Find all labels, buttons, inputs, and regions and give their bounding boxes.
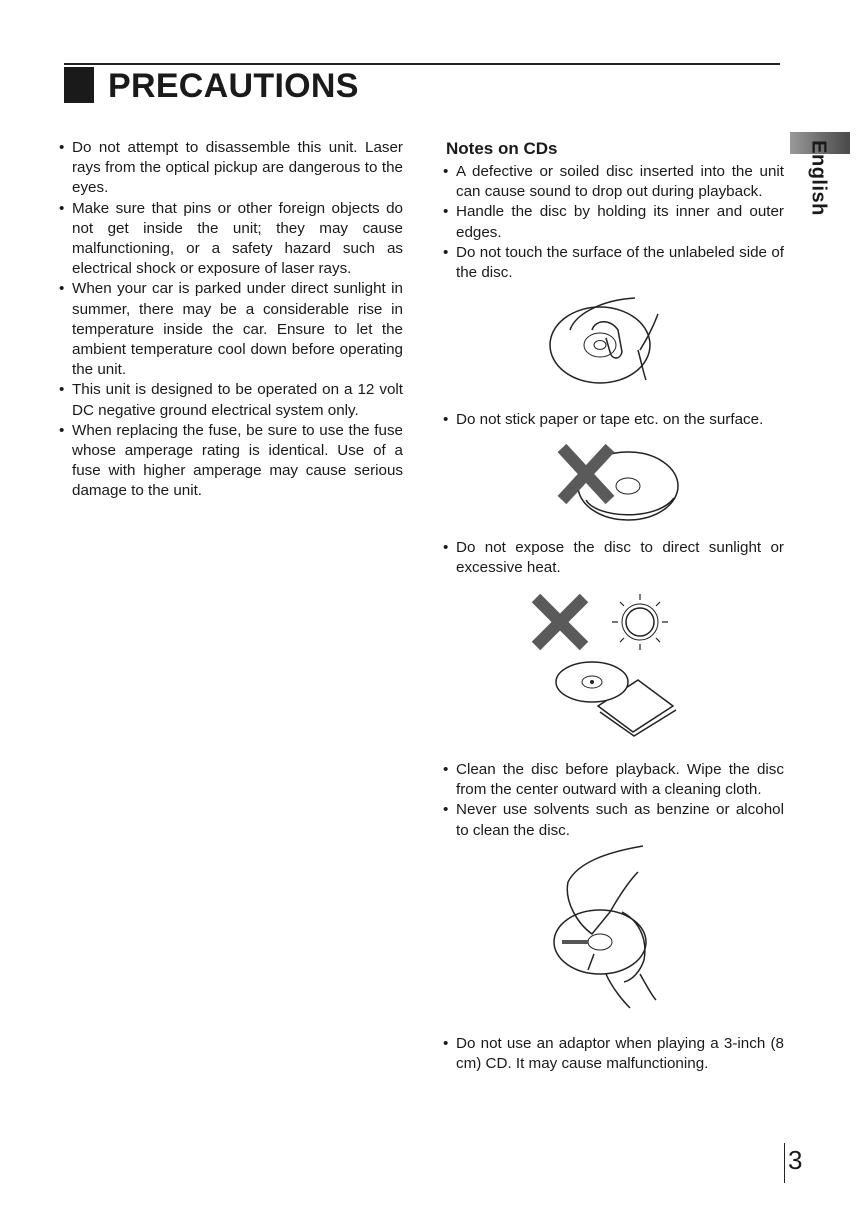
disc-tape-figure xyxy=(556,438,686,528)
precautions-list xyxy=(58,138,403,502)
notes-group-2 xyxy=(442,410,784,430)
disc-handling-figure xyxy=(540,290,680,400)
list-item: • Do not stick paper or tape etc. on the surface. xyxy=(442,410,784,430)
list-item: • Make sure that pins or other foreign objects do not get inside the unit; they may cause malfunctioning, or a safety hazard such as electrical shock or exposure of laser rays. xyxy=(58,199,403,280)
language-label: English xyxy=(807,140,830,216)
sunlight-heat-figure xyxy=(528,588,698,738)
list-item: • Do not touch the surface of the unlabeled side of the disc. xyxy=(442,243,784,283)
list-item: • When replacing the fuse, be sure to use the fuse whose amperage rating is identical. Use of a fuse with higher amperage may cause serious damage to the unit. xyxy=(58,421,403,502)
list-item: • This unit is designed to be operated on a 12 volt DC negative ground electrical system only. xyxy=(58,380,403,420)
list-item: • Do not use an adaptor when playing a 3-inch (8 cm) CD. It may cause malfunctioning. xyxy=(442,1034,784,1074)
list-item: • Do not expose the disc to direct sunlight or excessive heat. xyxy=(442,538,784,578)
list-item: • Clean the disc before playback. Wipe the disc from the center outward with a cleaning cloth. xyxy=(442,760,784,800)
list-item: • A defective or soiled disc inserted into the unit can cause sound to drop out during playback. xyxy=(442,162,784,202)
notes-section xyxy=(442,138,784,283)
notes-heading: Notes on CDs xyxy=(446,139,558,158)
page-title: PRECAUTIONS xyxy=(108,67,359,105)
list-item: • Do not attempt to disassemble this unit. Laser rays from the optical pickup are dangerous to the eyes. xyxy=(58,138,403,199)
title-marker xyxy=(64,67,94,103)
list-item: • Handle the disc by holding its inner and outer edges. xyxy=(442,202,784,242)
left-column xyxy=(58,138,403,502)
notes-list-1 xyxy=(442,162,784,283)
list-item: • When your car is parked under direct sunlight in summer, there may be a considerable rise in temperature inside the car. Ensure to let the ambient temperature cool down before operating the unit. xyxy=(58,279,403,380)
disc-cleaning-figure xyxy=(548,842,678,1012)
page-number: 3 xyxy=(788,1145,803,1175)
list-item: • Never use solvents such as benzine or alcohol to clean the disc. xyxy=(442,800,784,840)
notes-group-4 xyxy=(442,760,784,841)
sun-icon xyxy=(612,594,668,650)
notes-group-5 xyxy=(442,1034,784,1074)
page-number-rule xyxy=(784,1143,785,1183)
notes-group-3 xyxy=(442,538,784,578)
